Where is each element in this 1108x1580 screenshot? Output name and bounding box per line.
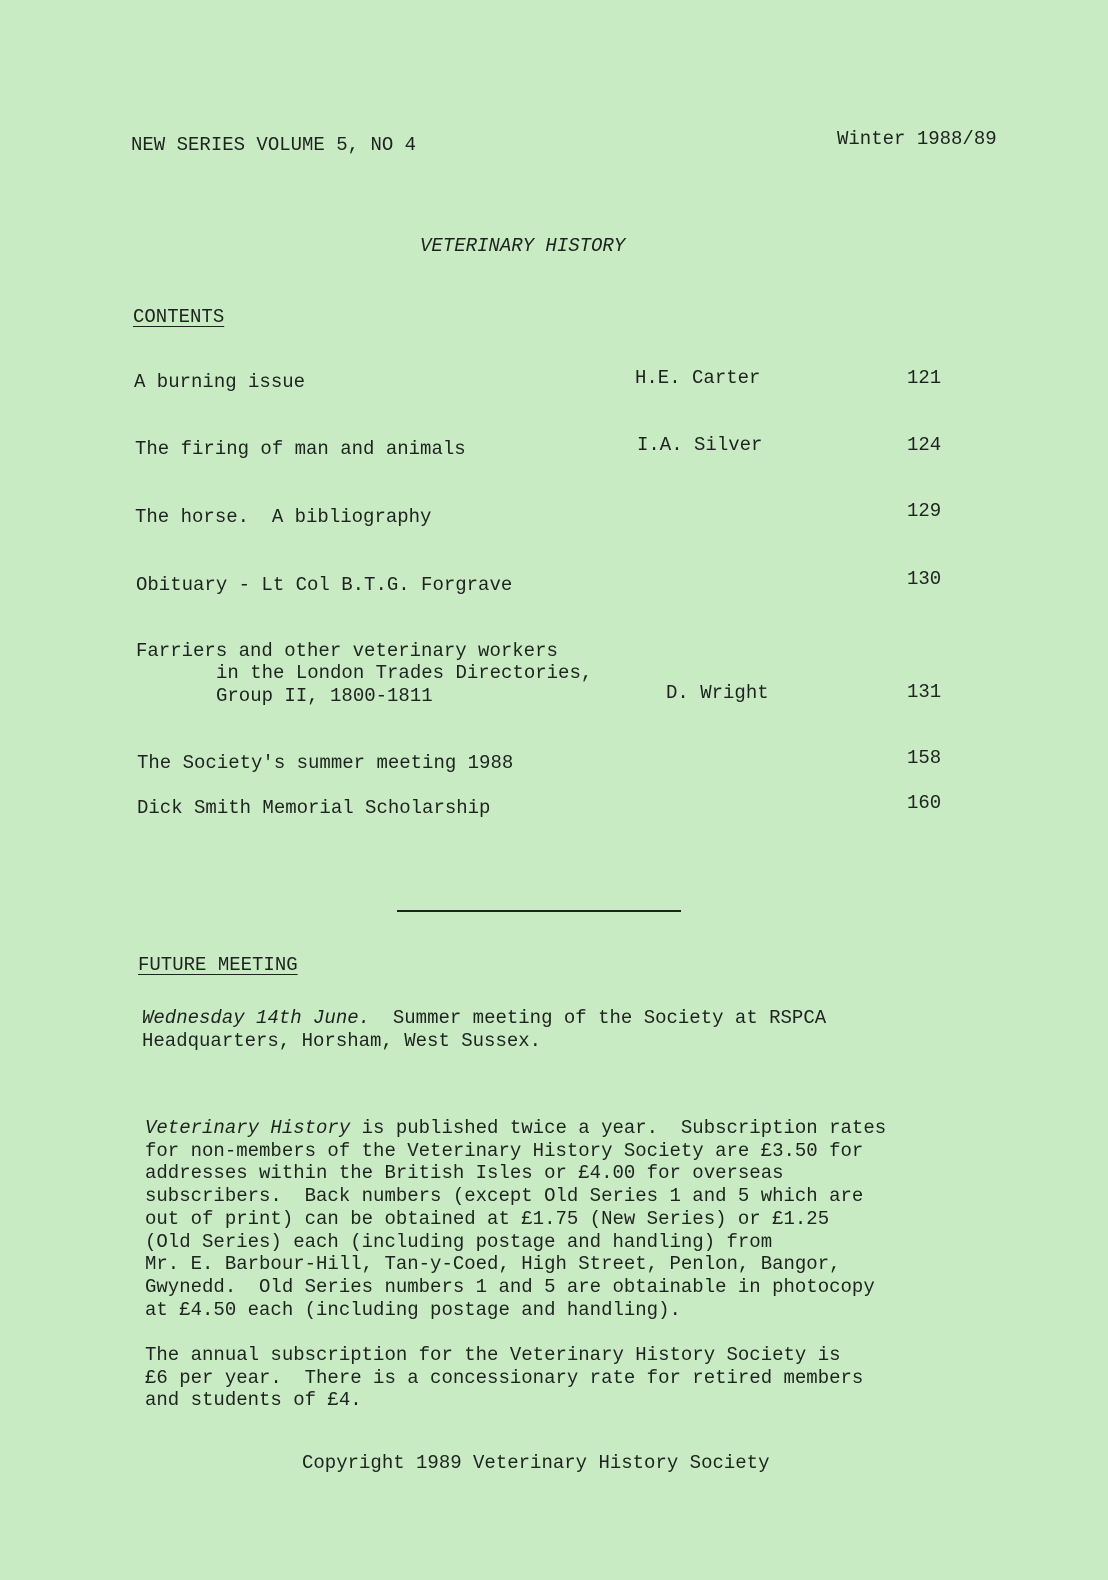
entry-page: 160 <box>907 792 942 814</box>
journal-title: VETERINARY HISTORY <box>420 235 626 257</box>
subscription-note <box>145 1344 863 1412</box>
entry-page: 131 <box>907 681 942 703</box>
future-meeting-line-1 <box>142 1007 826 1029</box>
entry-page: 124 <box>907 434 942 456</box>
publication-note-first-rest: is published twice a year. Subscription rates <box>350 1117 887 1139</box>
entry-page: 130 <box>907 568 942 590</box>
entry-title: A burning issue <box>134 371 306 393</box>
meeting-description: Summer meeting of the Society at RSPCA <box>392 1007 827 1029</box>
publication-note-line: Gwynedd. Old Series numbers 1 and 5 are obtainable in photocopy <box>145 1275 875 1298</box>
publication-note-line: subscribers. Back numbers (except Old Series 1 and 5 which are <box>145 1185 864 1208</box>
subscription-note-line: £6 per year. There is a concessionary rate for retired members <box>145 1366 864 1389</box>
subscription-note-line: The annual subscription for the Veterinary History Society is <box>145 1344 841 1366</box>
publication-note-line: for non-members of the Veterinary History Society are £3.50 for <box>145 1139 864 1162</box>
publication-note-line <box>145 1117 886 1140</box>
entry-title: The firing of man and animals <box>135 438 466 460</box>
entry-page: 121 <box>907 367 942 389</box>
future-meeting-line-2: Headquarters, Horsham, West Sussex. <box>142 1030 542 1052</box>
entry-author: H.E. Carter <box>635 367 761 389</box>
entry-title: The horse. A bibliography <box>135 506 432 528</box>
season-label: Winter 1988/89 <box>837 128 997 150</box>
publication-note-line: out of print) can be obtained at £1.75 (New Series) or £1.25 <box>145 1207 830 1230</box>
subscription-note-line: and students of £4. <box>145 1389 362 1412</box>
journal-name-italic: Veterinary History <box>145 1117 351 1139</box>
entry-title: The Society's summer meeting 1988 <box>137 752 514 774</box>
entry-page: 158 <box>907 747 942 769</box>
publication-note-line: at £4.50 each (including postage and handling). <box>145 1298 681 1321</box>
entry-page: 129 <box>907 500 942 522</box>
section-divider <box>397 910 681 912</box>
future-meeting-heading: FUTURE MEETING <box>138 954 298 976</box>
publication-note-line: addresses within the British Isles or £4.00 for overseas <box>145 1162 784 1185</box>
entry-title-line: Group II, 1800-1811 <box>216 685 433 707</box>
entry-title-line: in the London Trades Directories, <box>216 662 593 684</box>
entry-title: Dick Smith Memorial Scholarship <box>137 797 491 819</box>
entry-title-line: Farriers and other veterinary workers <box>136 640 558 662</box>
publication-note <box>145 1117 886 1321</box>
series-volume-label: NEW SERIES VOLUME 5, NO 4 <box>131 134 417 156</box>
entry-title: Obituary - Lt Col B.T.G. Forgrave <box>136 574 513 596</box>
publication-note-line: Mr. E. Barbour-Hill, Tan-y-Coed, High Street, Penlon, Bangor, <box>145 1253 841 1276</box>
entry-author: D. Wright <box>666 682 769 704</box>
publication-note-line: (Old Series) each (including postage and handling) from <box>145 1230 773 1253</box>
contents-heading: CONTENTS <box>133 306 225 328</box>
entry-author: I.A. Silver <box>637 434 763 456</box>
meeting-date: Wednesday 14th June. <box>142 1007 371 1029</box>
copyright-notice: Copyright 1989 Veterinary History Society <box>302 1452 770 1474</box>
